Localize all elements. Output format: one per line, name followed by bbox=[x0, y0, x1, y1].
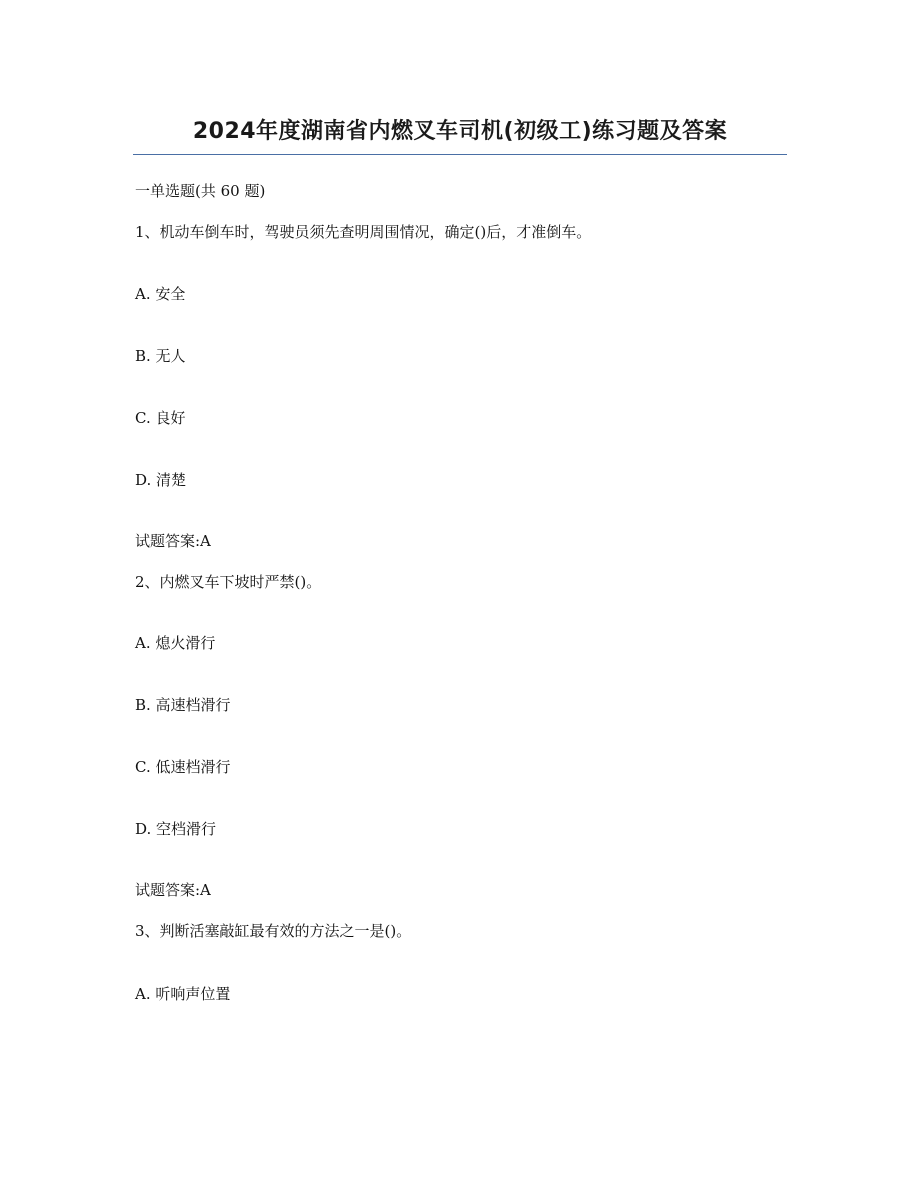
question-stem-1: 1、机动车倒车时，驾驶员须先查明周围情况，确定()后，才准倒车。 bbox=[135, 223, 592, 241]
document-title: 2024年度湖南省内燃叉车司机(初级工)练习题及答案 bbox=[192, 119, 728, 144]
question-stem-2: 2、内燃叉车下坡时严禁()。 bbox=[135, 573, 322, 591]
question-1-option-b: B. 无人 bbox=[135, 347, 186, 365]
question-stem-3: 3、判断活塞敲缸最有效的方法之一是()。 bbox=[135, 922, 412, 940]
question-1-answer: 试题答案:A bbox=[135, 532, 211, 550]
title-divider bbox=[133, 154, 787, 155]
question-2-option-a: A. 熄火滑行 bbox=[135, 634, 216, 652]
question-1-option-c: C. 良好 bbox=[135, 409, 186, 427]
question-3-option-a: A. 听响声位置 bbox=[135, 985, 231, 1003]
question-2-answer: 试题答案:A bbox=[135, 881, 211, 899]
section-heading: 一单选题(共 60 题) bbox=[135, 182, 266, 200]
question-2-option-b: B. 高速档滑行 bbox=[135, 696, 231, 714]
question-2-option-d: D. 空档滑行 bbox=[135, 820, 217, 838]
question-1-option-d: D. 清楚 bbox=[135, 471, 187, 489]
question-2-option-c: C. 低速档滑行 bbox=[135, 758, 231, 776]
question-1-option-a: A. 安全 bbox=[135, 285, 186, 303]
